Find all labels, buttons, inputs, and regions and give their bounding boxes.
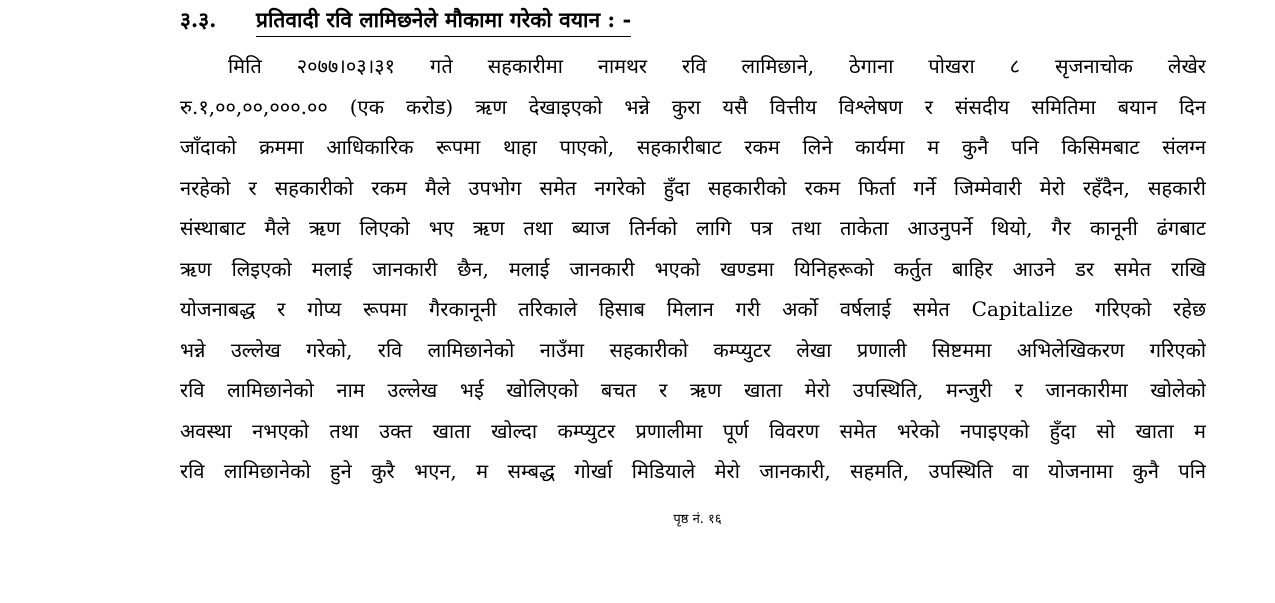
paragraph-line: अवस्था नभएको तथा उक्त खाता खोल्दा कम्प्युटर प्रणालीमा पूर्ण विवरण समेत भरेको नपाइएको हुँदा सो खाता म: [180, 418, 1206, 443]
paragraph-line: मिति २०७७।०३।३१ गते सहकारीमा नामथर रवि लामिछाने, ठेगाना पोखरा ८ सृजनाचोक लेखेर: [228, 54, 1206, 78]
paragraph-line: ऋण लिइएको मलाई जानकारी छैन, मलाई जानकारी भएको खण्डमा यिनिहरूको कर्तुत बाहिर आउने डर समेत राखि: [180, 256, 1206, 281]
page-number: पृष्ठ नं. १६: [673, 512, 722, 527]
paragraph-line: नरहेको र सहकारीको रकम मैले उपभोग समेत नगरेको हुँदा सहकारीको रकम फिर्ता गर्ने जिम्मेवारी मेरो रहँदैन, सहकारी: [180, 175, 1206, 200]
paragraph-line: रु.१,००,००,०००.०० (एक करोड) ऋण देखाइएको भन्ने कुरा यसै वित्तीय विश्लेषण र संसदीय समितिमा बयान दिन: [180, 94, 1206, 119]
paragraph-line: रवि लामिछानेको हुने कुरै भएन, म सम्बद्ध गोर्खा मिडियाले मेरो जानकारी, सहमति, उपस्थिति वा योजनामा कुनै पनि: [180, 459, 1206, 483]
section-title: प्रतिवादी रवि लामिछनेले मौकामा गरेको वयान : -: [256, 6, 631, 37]
statement-paragraph: [180, 46, 1206, 492]
paragraph-line: योजनाबद्ध र गोप्य रूपमा गैरकानूनी तरिकाले हिसाब मिलान गरी अर्को वर्षलाई समेत Capitalize गरिएको रहेछ: [180, 297, 1206, 321]
paragraph-line: संस्थाबाट मैले ऋण लिएको भए ऋण तथा ब्याज तिर्नको लागि पत्र तथा ताकेता आउनुपर्ने थियो, गैर कानूनी ढंगबाट: [180, 216, 1206, 240]
paragraph-line: रवि लामिछानेको नाम उल्लेख भई खोलिएको बचत र ऋण खाता मेरो उपस्थिति, मन्जुरी र जानकारीमा खोलेको: [180, 378, 1206, 402]
section-number: ३.३.: [180, 7, 217, 32]
section-heading: [180, 6, 631, 38]
paragraph-line: भन्ने उल्लेख गरेको, रवि लामिछानेको नाउँमा सहकारीको कम्प्युटर लेखा प्रणाली सिष्टममा अभिलेखिकरण गरिएको: [180, 337, 1206, 362]
paragraph-line: जाँदाको क्रममा आधिकारिक रूपमा थाहा पाएको, सहकारीबाट रकम लिने कार्यमा म कुनै पनि किसिमबाट संलग्न: [180, 135, 1206, 159]
